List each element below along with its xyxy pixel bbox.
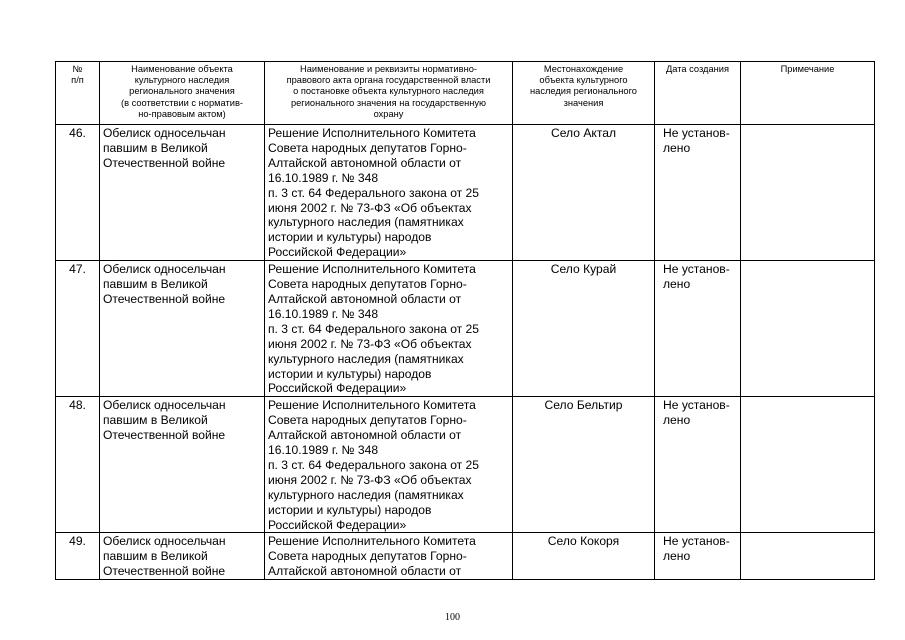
column-header-creation-date: Дата создания: [655, 62, 741, 125]
legal-act: Решение Исполнительного Комитета Совета народных депутатов Горно- Алтайской автономной области от: [265, 533, 513, 580]
column-header-location: Местонахождение объекта культурного наследия регионального значения: [513, 62, 655, 125]
column-header-object-name: Наименование объекта культурного наследия регионального значения (в соответствии с норматив- но-правовым актом): [100, 62, 265, 125]
creation-date: Не установ- лено: [655, 533, 741, 580]
legal-act: Решение Исполнительного Комитета Совета народных депутатов Горно- Алтайской автономной области от 16.10.1989 г. № 348 п. 3 ст. 64 Федерального закона от 25 июня 2002 г. № 73-ФЗ «Об объектах культурного наследия (памятниках истории и культуры) народов Российской Федерации»: [265, 261, 513, 397]
table-row: [56, 261, 875, 397]
column-header-note: Примечание: [741, 62, 875, 125]
object-name: Обелиск односельчан павшим в Великой Отечественной войне: [100, 533, 265, 580]
note: [741, 125, 875, 261]
row-number: 47.: [56, 261, 100, 397]
table-header-row: [56, 62, 875, 125]
legal-act: Решение Исполнительного Комитета Совета народных депутатов Горно- Алтайской автономной области от 16.10.1989 г. № 348 п. 3 ст. 64 Федерального закона от 25 июня 2002 г. № 73-ФЗ «Об объектах культурного наследия (памятниках истории и культуры) народов Российской Федерации»: [265, 125, 513, 261]
heritage-objects-table: [55, 61, 875, 580]
object-location: Село Актал: [513, 125, 655, 261]
object-name: Обелиск односельчан павшим в Великой Отечественной войне: [100, 397, 265, 533]
note: [741, 261, 875, 397]
creation-date: Не установ- лено: [655, 125, 741, 261]
table-row: [56, 397, 875, 533]
note: [741, 397, 875, 533]
object-location: Село Курай: [513, 261, 655, 397]
legal-act: Решение Исполнительного Комитета Совета народных депутатов Горно- Алтайской автономной области от 16.10.1989 г. № 348 п. 3 ст. 64 Федерального закона от 25 июня 2002 г. № 73-ФЗ «Об объектах культурного наследия (памятниках истории и культуры) народов Российской Федерации»: [265, 397, 513, 533]
note: [741, 533, 875, 580]
creation-date: Не установ- лено: [655, 397, 741, 533]
object-name: Обелиск односельчан павшим в Великой Отечественной войне: [100, 261, 265, 397]
table-row: [56, 533, 875, 580]
column-header-number: № п/п: [56, 62, 100, 125]
row-number: 48.: [56, 397, 100, 533]
object-location: Село Кокоря: [513, 533, 655, 580]
row-number: 46.: [56, 125, 100, 261]
object-name: Обелиск односельчан павшим в Великой Отечественной войне: [100, 125, 265, 261]
page-number: 100: [445, 612, 460, 623]
column-header-legal-act: Наименование и реквизиты нормативно- правового акта органа государственной власти о постановке объекта культурного наследия регионального значения на государственную охрану: [265, 62, 513, 125]
creation-date: Не установ- лено: [655, 261, 741, 397]
table-row: [56, 125, 875, 261]
row-number: 49.: [56, 533, 100, 580]
object-location: Село Бельтир: [513, 397, 655, 533]
